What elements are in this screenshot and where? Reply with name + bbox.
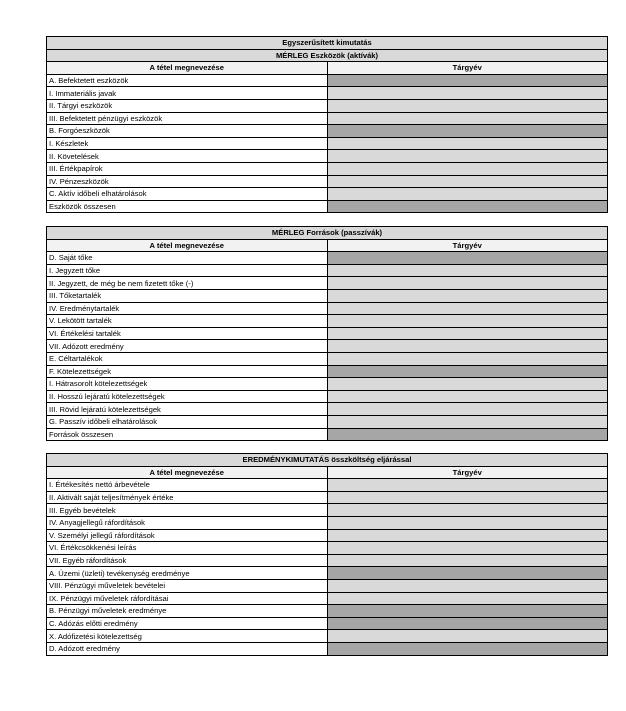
row-label: III. Befektetett pénzügyi eszközök	[47, 112, 328, 125]
current-year-value-cell[interactable]	[327, 302, 608, 315]
row-label: IV. Pénzeszközök	[47, 175, 328, 188]
row-label: II. Hosszú lejáratú kötelezettségek	[47, 390, 328, 403]
current-year-value-cell[interactable]	[327, 403, 608, 416]
table-row	[47, 567, 608, 580]
current-year-value-cell[interactable]	[327, 188, 608, 201]
table-row	[47, 289, 608, 302]
row-label: III. Rövid lejáratú kötelezettségek	[47, 403, 328, 416]
table-row	[47, 504, 608, 517]
row-label: D. Saját tőke	[47, 252, 328, 265]
table-row	[47, 252, 608, 265]
row-label: IV. Anyagjellegű ráfordítások	[47, 516, 328, 529]
table-row	[47, 112, 608, 125]
current-year-value-cell[interactable]	[327, 112, 608, 125]
table-row	[47, 428, 608, 441]
table-row	[47, 277, 608, 290]
table-row	[47, 642, 608, 655]
table-row	[47, 554, 608, 567]
row-label: G. Passzív időbeli elhatárolások	[47, 415, 328, 428]
table-row	[47, 592, 608, 605]
current-year-value-cell[interactable]	[327, 74, 608, 87]
current-year-value-cell[interactable]	[327, 175, 608, 188]
current-year-value-cell[interactable]	[327, 529, 608, 542]
current-year-value-cell[interactable]	[327, 415, 608, 428]
row-label: IV. Eredménytartalék	[47, 302, 328, 315]
current-year-value-cell[interactable]	[327, 137, 608, 150]
table-row	[47, 87, 608, 100]
table-row	[47, 390, 608, 403]
table-row	[47, 378, 608, 391]
current-year-value-cell[interactable]	[327, 579, 608, 592]
table-row	[47, 99, 608, 112]
row-label: A. Befektetett eszközök	[47, 74, 328, 87]
row-label: B. Forgóeszközök	[47, 125, 328, 138]
row-label: III. Értékpapírok	[47, 162, 328, 175]
assets-subtitle-row	[47, 49, 608, 62]
income-column-header-row	[47, 466, 608, 479]
table-row	[47, 137, 608, 150]
current-year-value-cell[interactable]	[327, 390, 608, 403]
table-row	[47, 175, 608, 188]
table-row	[47, 302, 608, 315]
table-row	[47, 162, 608, 175]
table-row	[47, 365, 608, 378]
current-year-header: Tárgyév	[327, 239, 608, 252]
current-year-header: Tárgyév	[327, 466, 608, 479]
row-label: V. Személyi jellegű ráfordítások	[47, 529, 328, 542]
table-row	[47, 74, 608, 87]
row-label: I. Készletek	[47, 137, 328, 150]
row-label: Források összesen	[47, 428, 328, 441]
current-year-value-cell[interactable]	[327, 617, 608, 630]
liabilities-table-body	[47, 227, 608, 441]
row-label: I. Jegyzett tőke	[47, 264, 328, 277]
table-row	[47, 630, 608, 643]
current-year-value-cell[interactable]	[327, 340, 608, 353]
liabilities-title-row	[47, 227, 608, 240]
table-row	[47, 491, 608, 504]
item-name-header: A tétel megnevezése	[47, 239, 328, 252]
report-title: Egyszerűsített kimutatás	[47, 37, 608, 50]
row-label: F. Kötelezettségek	[47, 365, 328, 378]
row-label: II. Követelések	[47, 150, 328, 163]
current-year-value-cell[interactable]	[327, 327, 608, 340]
table-row	[47, 617, 608, 630]
current-year-value-cell[interactable]	[327, 200, 608, 213]
current-year-value-cell[interactable]	[327, 289, 608, 302]
row-label: X. Adófizetési kötelezettség	[47, 630, 328, 643]
current-year-value-cell[interactable]	[327, 378, 608, 391]
row-label: C. Adózás előtti eredmény	[47, 617, 328, 630]
current-year-value-cell[interactable]	[327, 630, 608, 643]
row-label: VIII. Pénzügyi műveletek bevételei	[47, 579, 328, 592]
table-row	[47, 415, 608, 428]
assets-table-body	[47, 37, 608, 213]
row-label: C. Aktív időbeli elhatárolások	[47, 188, 328, 201]
current-year-value-cell[interactable]	[327, 642, 608, 655]
current-year-value-cell[interactable]	[327, 162, 608, 175]
current-year-value-cell[interactable]	[327, 315, 608, 328]
current-year-value-cell[interactable]	[327, 504, 608, 517]
current-year-value-cell[interactable]	[327, 365, 608, 378]
current-year-value-cell[interactable]	[327, 277, 608, 290]
current-year-value-cell[interactable]	[327, 491, 608, 504]
row-label: Eszközök összesen	[47, 200, 328, 213]
current-year-value-cell[interactable]	[327, 428, 608, 441]
row-label: VI. Értékcsökkenési leírás	[47, 542, 328, 555]
table-row	[47, 188, 608, 201]
table-row	[47, 340, 608, 353]
row-label: II. Tárgyi eszközök	[47, 99, 328, 112]
income-statement-title: EREDMÉNYKIMUTATÁS összköltség eljárással	[47, 454, 608, 467]
current-year-header: Tárgyév	[327, 62, 608, 75]
liabilities-column-header-row	[47, 239, 608, 252]
table-row	[47, 125, 608, 138]
income-statement-table	[46, 453, 608, 656]
current-year-value-cell[interactable]	[327, 125, 608, 138]
table-row	[47, 542, 608, 555]
table-row	[47, 479, 608, 492]
assets-subtitle: MÉRLEG Eszközök (aktívák)	[47, 49, 608, 62]
current-year-value-cell[interactable]	[327, 352, 608, 365]
row-label: I. Értékesítés nettó árbevétele	[47, 479, 328, 492]
table-row	[47, 315, 608, 328]
table-row	[47, 516, 608, 529]
assets-table	[46, 36, 608, 213]
current-year-value-cell[interactable]	[327, 479, 608, 492]
table-row	[47, 529, 608, 542]
row-label: V. Lekötött tartalék	[47, 315, 328, 328]
current-year-value-cell[interactable]	[327, 605, 608, 618]
report-title-row	[47, 37, 608, 50]
row-label: D. Adózott eredmény	[47, 642, 328, 655]
current-year-value-cell[interactable]	[327, 87, 608, 100]
current-year-value-cell[interactable]	[327, 264, 608, 277]
table-row	[47, 200, 608, 213]
current-year-value-cell[interactable]	[327, 592, 608, 605]
row-label: III. Egyéb bevételek	[47, 504, 328, 517]
income-statement-table-body	[47, 454, 608, 656]
assets-column-header-row	[47, 62, 608, 75]
current-year-value-cell[interactable]	[327, 542, 608, 555]
current-year-value-cell[interactable]	[327, 567, 608, 580]
row-label: II. Aktivált saját teljesítmények értéke	[47, 491, 328, 504]
row-label: I. Immateriális javak	[47, 87, 328, 100]
current-year-value-cell[interactable]	[327, 252, 608, 265]
table-row	[47, 579, 608, 592]
table-row	[47, 352, 608, 365]
row-label: III. Tőketartalék	[47, 289, 328, 302]
table-row	[47, 605, 608, 618]
row-label: A. Üzemi (üzleti) tevékenység eredménye	[47, 567, 328, 580]
item-name-header: A tétel megnevezése	[47, 62, 328, 75]
current-year-value-cell[interactable]	[327, 516, 608, 529]
row-label: E. Céltartalékok	[47, 352, 328, 365]
current-year-value-cell[interactable]	[327, 554, 608, 567]
liabilities-table	[46, 226, 608, 441]
liabilities-title: MÉRLEG Források (passzívák)	[47, 227, 608, 240]
row-label: II. Jegyzett, de még be nem fizetett tőke (-)	[47, 277, 328, 290]
table-row	[47, 264, 608, 277]
table-row	[47, 150, 608, 163]
row-label: VII. Adózott eredmény	[47, 340, 328, 353]
table-row	[47, 327, 608, 340]
item-name-header: A tétel megnevezése	[47, 466, 328, 479]
current-year-value-cell[interactable]	[327, 99, 608, 112]
income-statement-title-row	[47, 454, 608, 467]
row-label: I. Hátrasorolt kötelezettségek	[47, 378, 328, 391]
row-label: VII. Egyéb ráfordítások	[47, 554, 328, 567]
row-label: B. Pénzügyi műveletek eredménye	[47, 605, 328, 618]
current-year-value-cell[interactable]	[327, 150, 608, 163]
row-label: VI. Értékelési tartalék	[47, 327, 328, 340]
table-row	[47, 403, 608, 416]
row-label: IX. Pénzügyi műveletek ráfordításai	[47, 592, 328, 605]
